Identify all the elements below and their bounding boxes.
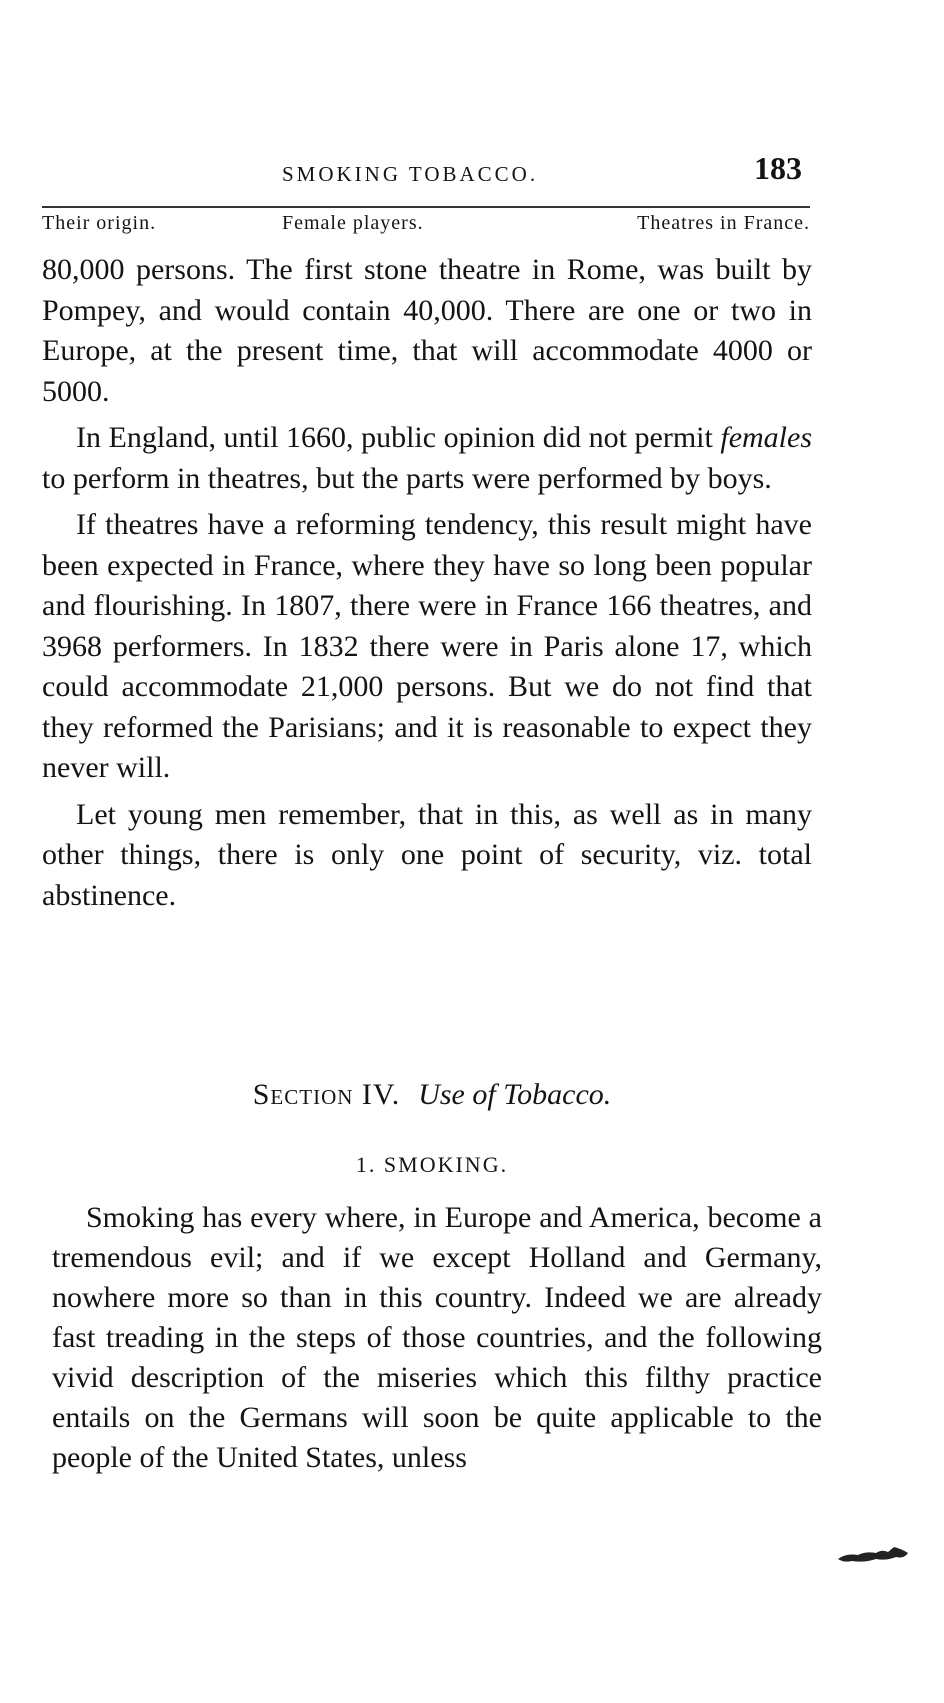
paragraph-2-end: to perform in theatres, but the parts were performed by boys. bbox=[42, 461, 772, 495]
section-heading bbox=[42, 1078, 822, 1112]
paragraph-2 bbox=[42, 418, 812, 499]
section-label: Section IV. bbox=[252, 1078, 401, 1111]
running-title: SMOKING TOBACCO. bbox=[282, 162, 539, 186]
ink-blot-mark bbox=[836, 1543, 910, 1565]
body-text-section bbox=[52, 1198, 822, 1484]
running-head bbox=[42, 150, 810, 194]
subsection-heading: 1. SMOKING. bbox=[355, 1152, 509, 1177]
topic-female-players: Female players. bbox=[282, 212, 424, 234]
body-text bbox=[42, 250, 812, 922]
paragraph-5: Smoking has every where, in Europe and America, become a tremendous evil; and if we except Holland and Germany, nowhere more so than in this country. Indeed we are already fast treading in the steps of those countries, and the following vivid description of the miseries which this filthy practice entails on the Germans will soon be quite applicable to the people of the United States, unless bbox=[52, 1201, 822, 1474]
section-title: Use of Tobacco. bbox=[418, 1078, 612, 1111]
paragraph-2-start: In England, until 1660, public opinion did not permit bbox=[76, 421, 721, 454]
emphasis-females: females bbox=[720, 421, 812, 454]
topic-their-origin: Their origin. bbox=[42, 212, 157, 234]
paragraph-3: If theatres have a reforming tendency, this result might have been expected in France, where they have so long been popular and flourishing. In 1807, there were in France 166 theatres, and 3968 performers. In 1832 there were in Paris alone 17, which could accommodate 21,000 persons. But we do not find that they reformed the Parisians; and it is reasonable to expect they never will. bbox=[42, 508, 812, 784]
paragraph-1: 80,000 persons. The first stone theatre in Rome, was built by Pompey, and would contain 40,000. There are one or two in Europe, at the present time, that will accommodate 4000 or 5000. bbox=[42, 253, 812, 408]
page-number: 183 bbox=[754, 150, 802, 186]
topic-line bbox=[42, 206, 810, 242]
topic-theatres-in-france: Theatres in France. bbox=[637, 212, 810, 234]
paragraph-4: Let young men remember, that in this, as well as in many other things, there is only one point of security, viz. total abstinence. bbox=[42, 797, 812, 912]
